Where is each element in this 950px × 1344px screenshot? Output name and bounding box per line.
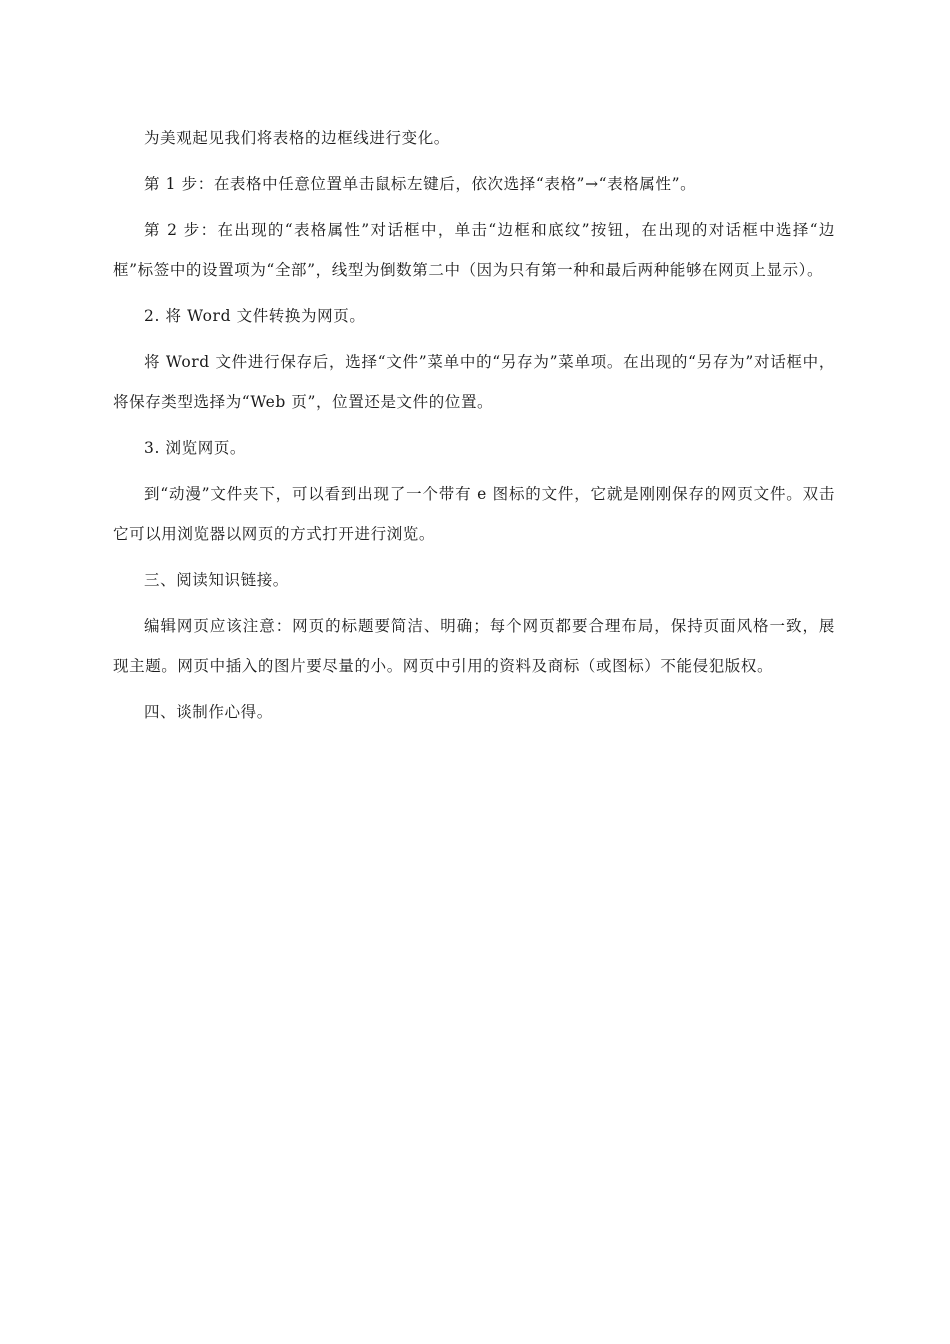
heading-knowledge-link: 三、阅读知识链接。 xyxy=(144,571,289,589)
paragraph-open-in-browser: 到“动漫”文件夹下，可以看到出现了一个带有 e 图标的文件，它就是刚刚保存的网页文件。双击它可以用浏览器以网页的方式打开进行浏览。 xyxy=(113,485,835,543)
paragraph-step-2: 第 2 步：在出现的“表格属性”对话框中，单击“边框和底纹”按钮，在出现的对话框中选择“边框”标签中的设置项为“全部”，线型为倒数第二中（因为只有第一种和最后两种能够在网页上显示）。 xyxy=(113,221,835,279)
paragraph-save-as-web: 将 Word 文件进行保存后，选择“文件”菜单中的“另存为”菜单项。在出现的“另存为”对话框中，将保存类型选择为“Web 页”，位置还是文件的位置。 xyxy=(113,353,835,411)
paragraph-editing-notes: 编辑网页应该注意：网页的标题要简洁、明确；每个网页都要合理布局，保持页面风格一致，展现主题。网页中插入的图片要尽量的小。网页中引用的资料及商标（或图标）不能侵犯版权。 xyxy=(113,617,835,675)
paragraph-step-1: 第 1 步：在表格中任意位置单击鼠标左键后，依次选择“表格”→“表格属性”。 xyxy=(144,175,697,193)
heading-browse-page: 3. 浏览网页。 xyxy=(144,439,247,457)
heading-experience: 四、谈制作心得。 xyxy=(144,703,273,721)
paragraph-border-intro: 为美观起见我们将表格的边框线进行变化。 xyxy=(144,129,450,147)
document-body xyxy=(113,118,835,738)
heading-convert-word: 2. 将 Word 文件转换为网页。 xyxy=(144,307,366,325)
